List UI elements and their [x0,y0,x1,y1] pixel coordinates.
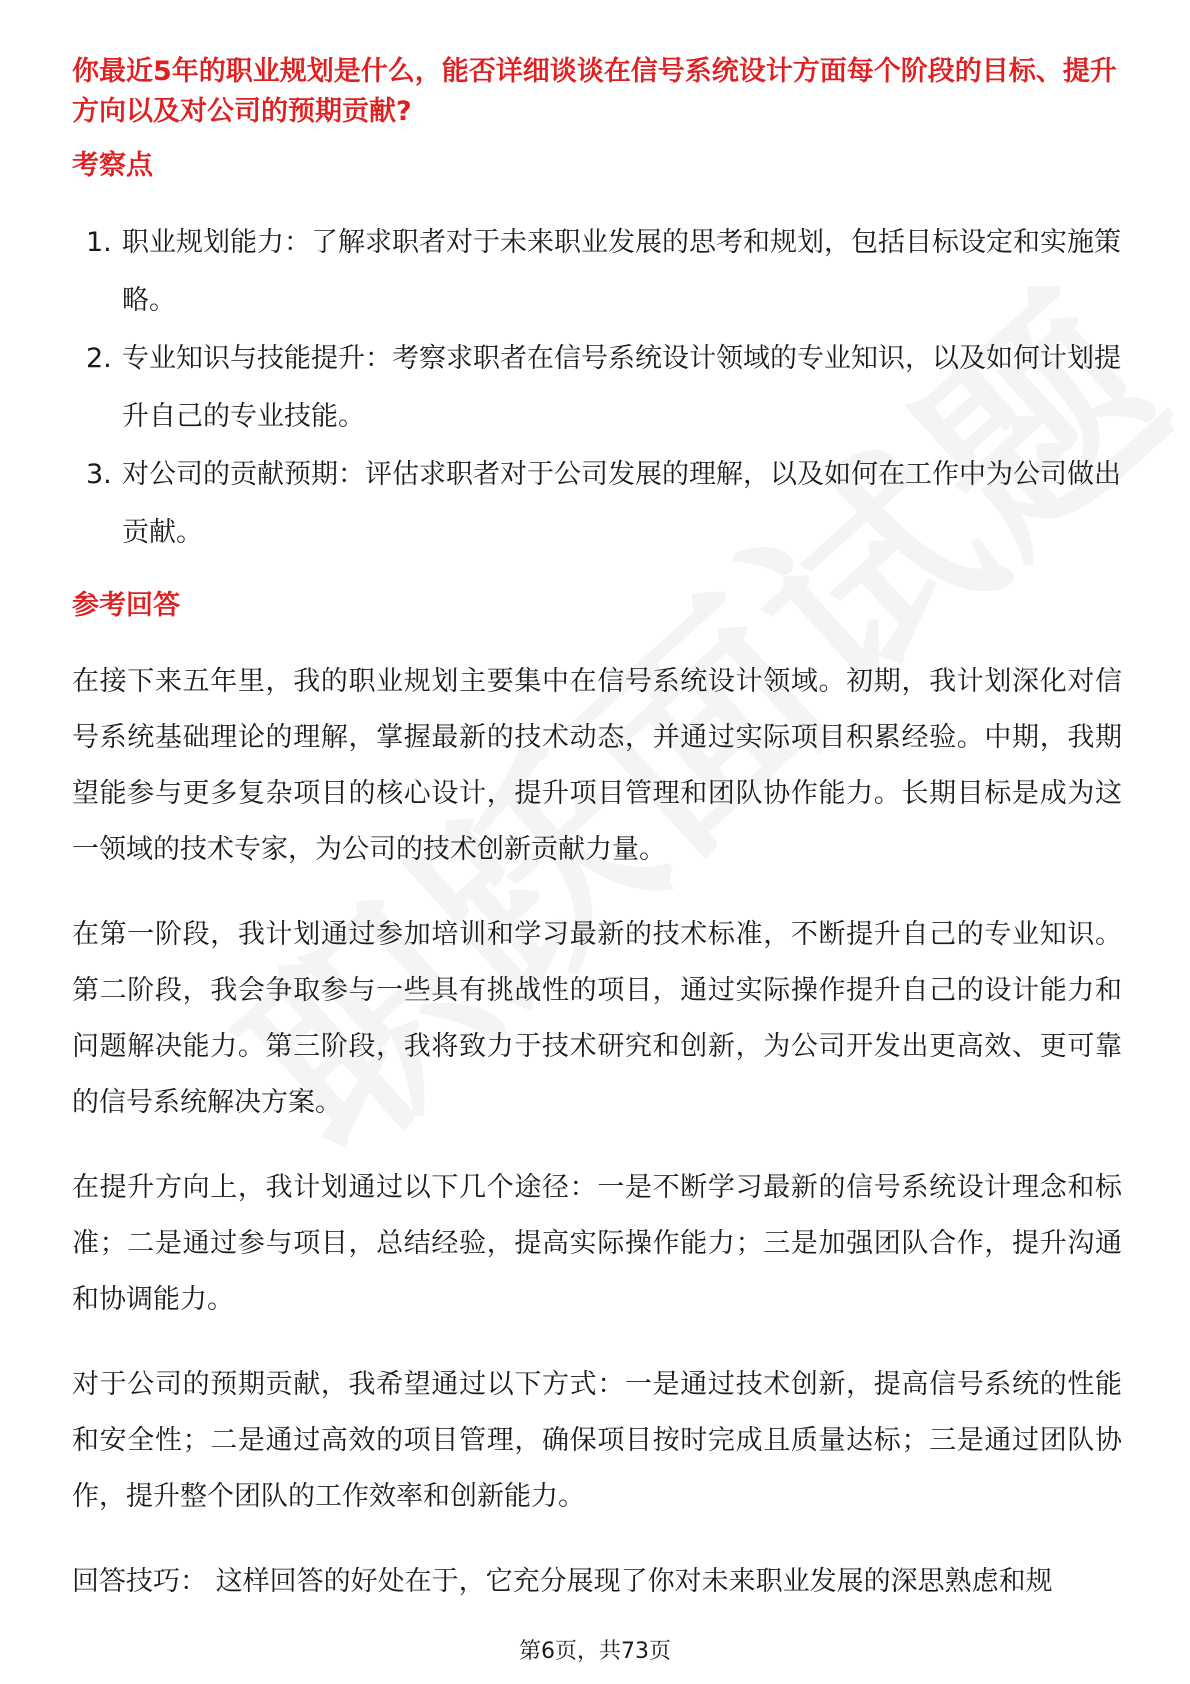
answer-paragraph: 在提升方向上，我计划通过以下几个途径：一是不断学习最新的信号系统设计理念和标准；二是通过参与项目，总结经验，提高实际操作能力；三是加强团队合作，提升沟通和协调能力。 [72,1172,1122,1315]
list-item [72,330,1122,446]
list-item [72,214,1122,330]
answer-body [72,654,1122,1610]
list-item [72,446,1122,562]
list-item-number: 3. [86,459,112,490]
points-heading: 考察点 [72,150,153,181]
answer-heading: 参考回答 [72,590,180,621]
list-item-text: 对公司的贡献预期：评估求职者对于公司发展的理解，以及如何在工作中为公司做出贡献。 [122,459,1121,548]
answer-paragraph: 在接下来五年里，我的职业规划主要集中在信号系统设计领域。初期，我计划深化对信号系统基础理论的理解，掌握最新的技术动态，并通过实际项目积累经验。中期，我期望能参与更多复杂项目的核心设计，提升项目管理和团队协作能力。长期目标是成为这一领域的技术专家，为公司的技术创新贡献力量。 [72,666,1122,865]
answer-tip: 回答技巧： 这样回答的好处在于，它充分展现了你对未来职业发展的深思熟虑和规 [72,1566,1053,1597]
list-item-number: 1. [86,227,112,258]
list-item-text: 职业规划能力：了解求职者对于未来职业发展的思考和规划，包括目标设定和实施策略。 [122,227,1121,316]
answer-paragraph: 对于公司的预期贡献，我希望通过以下方式：一是通过技术创新，提高信号系统的性能和安全性；二是通过高效的项目管理，确保项目按时完成且质量达标；三是通过团队协作，提升整个团队的工作效率和创新能力。 [72,1369,1122,1512]
points-list [72,214,1122,562]
question-title: 你最近5年的职业规划是什么，能否详细谈谈在信号系统设计方面每个阶段的目标、提升方向以及对公司的预期贡献? [72,56,1117,127]
answer-paragraph: 在第一阶段，我计划通过参加培训和学习最新的技术标准，不断提升自己的专业知识。第二阶段，我会争取参与一些具有挑战性的项目，通过实际操作提升自己的设计能力和问题解决能力。第三阶段，我将致力于技术研究和创新，为公司开发出更高效、更可靠的信号系统解决方案。 [72,919,1122,1118]
list-item-text: 专业知识与技能提升：考察求职者在信号系统设计领域的专业知识，以及如何计划提升自己的专业技能。 [122,343,1121,432]
list-item-number: 2. [86,343,112,374]
page-number: 第6页，共73页 [519,1639,671,1664]
